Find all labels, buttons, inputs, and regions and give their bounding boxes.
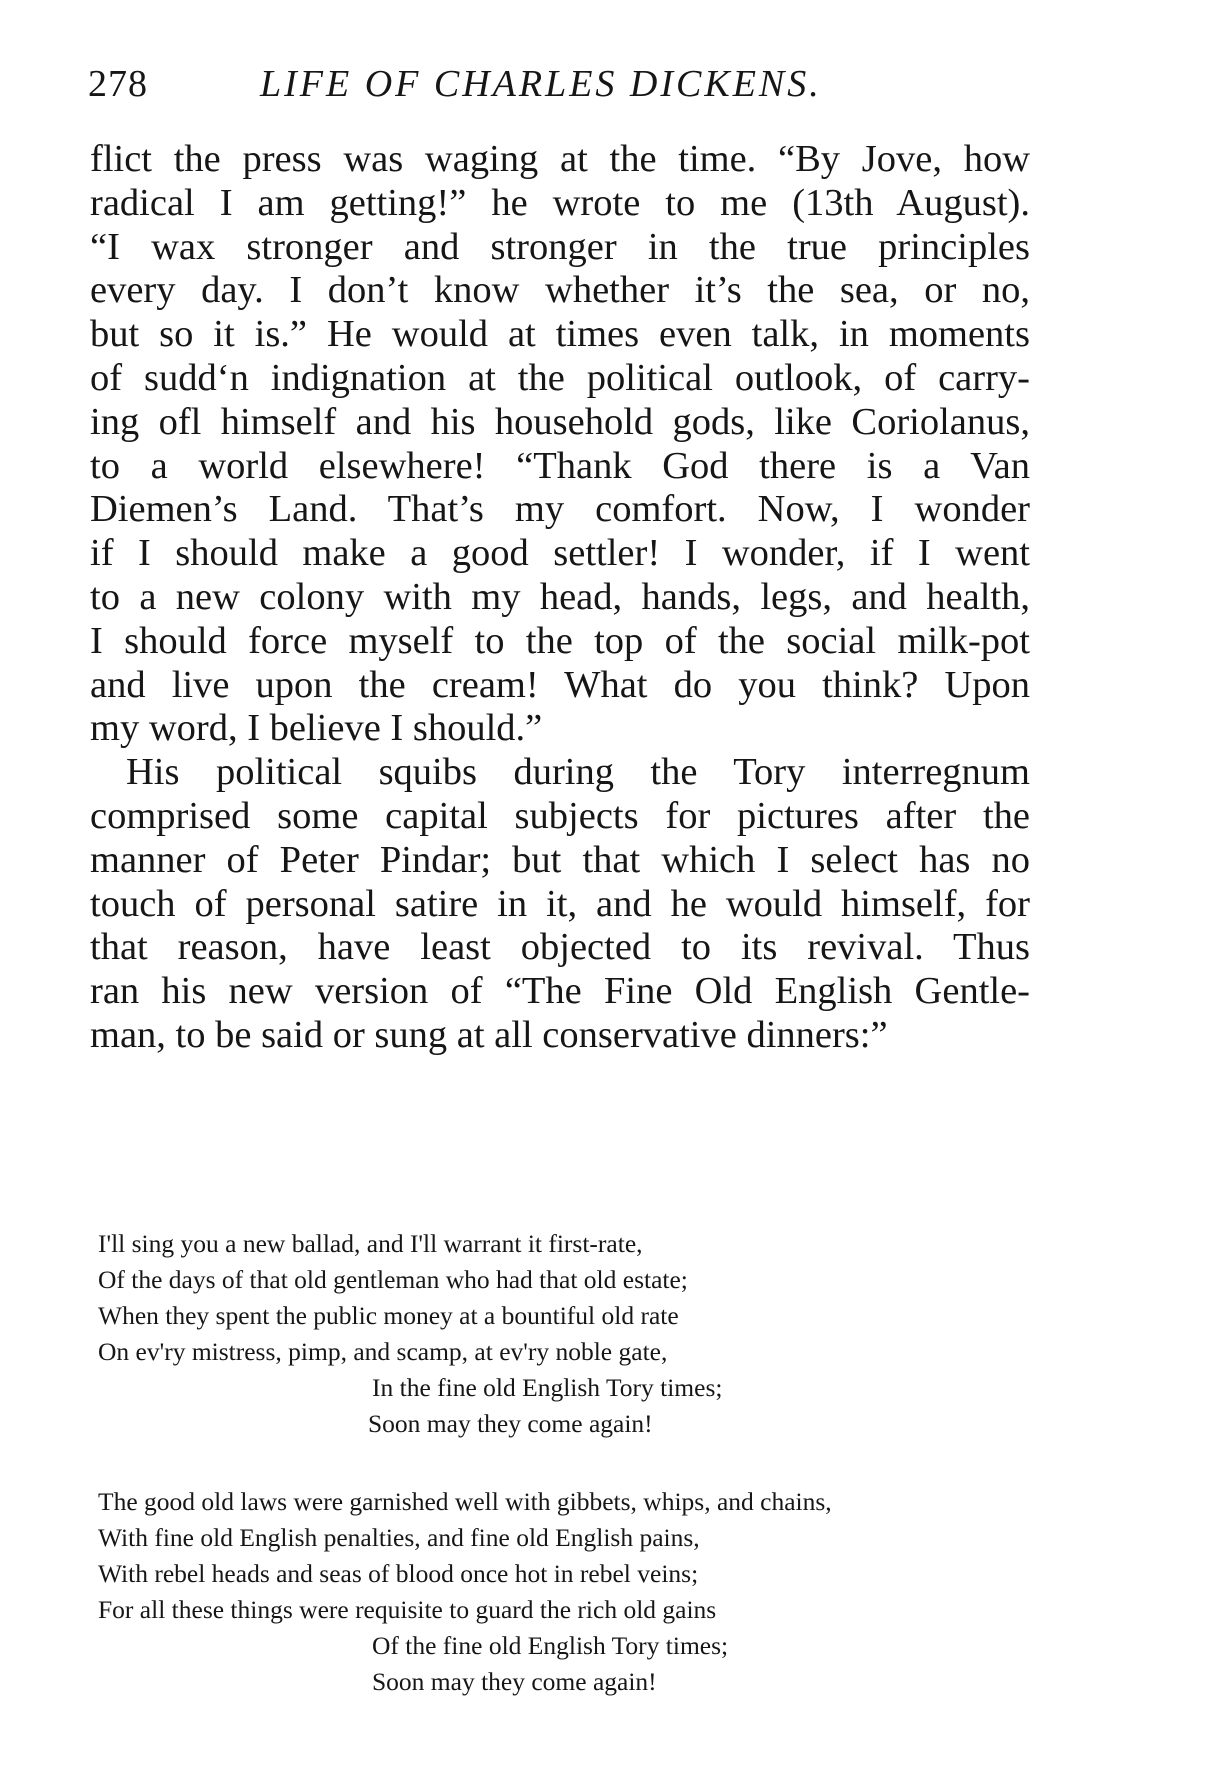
text-line: ran his new version of “The Fine Old English Gentle- [90, 970, 1030, 1013]
text-line: to a new colony with my head, hands, legs, and health, [90, 575, 1030, 618]
verse-line: With rebel heads and seas of blood once hot in rebel veins; [98, 1559, 699, 1588]
text-line: that reason, have least objected to its revival. Thus [90, 926, 1030, 969]
text-line: of suddʻn indignation at the political outlook, of carry- [90, 356, 1030, 399]
running-title: LIFE OF CHARLES DICKENS. [260, 63, 822, 105]
verse-refrain: In the fine old English Tory times; [372, 1373, 723, 1402]
text-line: Diemen’s Land. That’s my comfort. Now, I wonder [90, 488, 1030, 531]
text-line: ing ofl himself and his household gods, like Coriolanus, [90, 400, 1030, 443]
text-line: I should force myself to the top of the social milk-pot [90, 619, 1030, 662]
text-line: comprised some capital subjects for pictures after the [90, 794, 1030, 837]
text-line: if I should make a good settler! I wonder, if I went [90, 532, 1030, 575]
text-line: “I wax stronger and stronger in the true principles [90, 225, 1030, 268]
verse-line: The good old laws were garnished well with gibbets, whips, and chains, [98, 1487, 832, 1516]
verse-line: With fine old English penalties, and fine old English pains, [98, 1523, 700, 1552]
text-line: to a world elsewhere! “Thank God there is a Van [90, 444, 1030, 487]
page-number: 278 [88, 63, 148, 105]
text-line: but so it is.” He would at times even talk, in moments [90, 313, 1030, 356]
text-line: flict the press was waging at the time. “By Jove, how [90, 138, 1030, 180]
verse-stanza-2 [98, 1484, 1058, 1700]
page-header [88, 62, 1088, 112]
text-line: and live upon the cream! What do you think? Upon [90, 663, 1030, 706]
text-line: man, to be said or sung at all conservative dinners:” [90, 1013, 888, 1056]
text-line: radical I am getting!” he wrote to me (13th August). [90, 181, 1030, 224]
body-text [90, 138, 1030, 1058]
paragraph-first-line: His political squibs during the Tory interregnum [126, 751, 1030, 794]
verse-line: Of the days of that old gentleman who had that old estate; [98, 1265, 688, 1294]
text-line: touch of personal satire in it, and he would himself, for [90, 882, 1030, 925]
verse-line: For all these things were requisite to guard the rich old gains [98, 1595, 717, 1624]
text-line: manner of Peter Pindar; but that which I select has no [90, 838, 1030, 881]
verse-line: On ev'ry mistress, pimp, and scamp, at ev'ry noble gate, [98, 1337, 668, 1366]
verse-refrain: Soon may they come again! [368, 1409, 653, 1438]
verse-refrain: Soon may they come again! [372, 1667, 657, 1696]
text-line: my word, I believe I should.” [90, 707, 543, 750]
verse-refrain: Of the fine old English Tory times; [372, 1631, 729, 1660]
verse-stanza-1 [98, 1226, 1058, 1442]
verse-line: I'll sing you a new ballad, and I'll warrant it first-rate, [98, 1229, 643, 1258]
text-line: every day. I don’t know whether it’s the sea, or no, [90, 269, 1030, 312]
verse-line: When they spent the public money at a bountiful old rate [98, 1301, 679, 1330]
